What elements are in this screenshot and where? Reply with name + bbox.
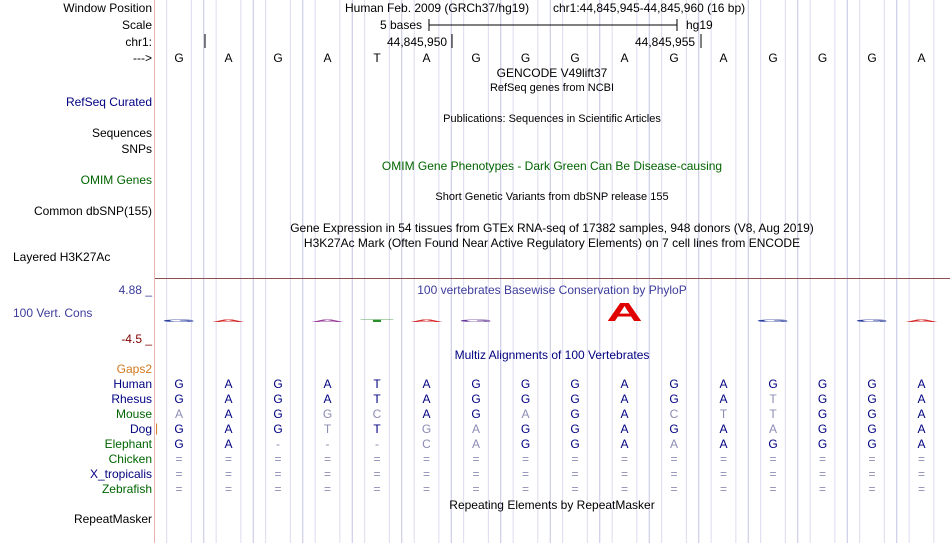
alignment-base: A	[719, 392, 728, 406]
alignment-base: G	[520, 437, 531, 451]
alignment-base: =	[175, 482, 183, 496]
assembly-name: Human Feb. 2009 (GRCh37/hg19)	[345, 1, 530, 15]
alignment-base: G	[570, 407, 580, 421]
alignment-base: G	[471, 377, 481, 391]
alignment-base: -	[276, 437, 280, 451]
alignment-base: G	[273, 422, 283, 436]
sequence-base: G	[817, 51, 828, 65]
alignment-base: G	[174, 377, 184, 391]
alignment-base: G	[421, 422, 432, 436]
alignment-base: A	[174, 407, 183, 421]
alignment-base: G	[273, 392, 283, 406]
alignment-base: G	[570, 422, 580, 436]
alignment-base: =	[868, 482, 876, 496]
phylop-glyph: A	[310, 319, 348, 324]
coordinate-44845950: 44,845,950	[387, 35, 448, 49]
phylop-glyph: A	[211, 319, 249, 324]
alignment-base: G	[273, 377, 283, 391]
alignment-base: -	[375, 437, 379, 451]
alignment-base: A	[471, 422, 480, 436]
alignment-base: C	[422, 437, 431, 451]
alignment-base: =	[175, 467, 183, 481]
alignment-base: =	[571, 467, 579, 481]
alignment-base: =	[917, 452, 925, 466]
alignment-base: A	[669, 437, 678, 451]
alignment-base: =	[373, 467, 381, 481]
alignment-base: =	[323, 467, 331, 481]
alignment-base: =	[620, 452, 628, 466]
alignment-base: T	[769, 392, 777, 406]
alignment-base: G	[817, 377, 828, 391]
alignment-base: G	[471, 392, 481, 406]
alignment-base: G	[817, 407, 828, 421]
phylop-track-title[interactable]: 100 vertebrates Basewise Conservation by PhyloP	[417, 283, 687, 297]
alignment-base: A	[323, 377, 332, 391]
alignment-base: G	[570, 392, 580, 406]
common-dbsnp-label[interactable]: Common dbSNP(155)	[33, 204, 152, 218]
alignment-base: A	[719, 377, 728, 391]
alignment-base: G	[768, 377, 778, 391]
alignment-base: G	[174, 422, 184, 436]
species-label-x-tropicalis[interactable]: X_tropicalis	[89, 467, 152, 481]
alignment-base: =	[670, 452, 678, 466]
alignment-base: G	[520, 422, 531, 436]
alignment-base: A	[521, 407, 530, 421]
alignment-base: G	[867, 407, 877, 421]
alignment-base: =	[868, 452, 876, 466]
gtex-track-title[interactable]: Gene Expression in 54 tissues from GTEx RNA-seq of 17382 samples, 948 donors (V8, Aug 2019)	[290, 221, 814, 235]
repeatmasker-track-title[interactable]: Repeating Elements by RepeatMasker	[449, 498, 655, 512]
sequence-base: G	[471, 51, 481, 65]
chromosome-label: chr1:	[125, 35, 152, 49]
label-column-divider	[154, 0, 155, 543]
alignment-base: G	[669, 392, 679, 406]
snps-label[interactable]: SNPs	[121, 142, 152, 156]
scale-bases-text: 5 bases	[380, 18, 423, 32]
alignment-base: G	[322, 407, 333, 421]
alignment-base: A	[917, 392, 926, 406]
sequence-base: A	[917, 51, 926, 65]
alignment-base: A	[620, 392, 629, 406]
strand-direction-label: --->	[133, 51, 152, 65]
alignment-base: A	[224, 437, 233, 451]
alignment-base: =	[422, 467, 430, 481]
alignment-base: =	[769, 482, 777, 496]
alignment-base: A	[768, 422, 777, 436]
sequence-base: A	[719, 51, 728, 65]
sequences-label[interactable]: Sequences	[91, 126, 152, 140]
sequence-base: G	[174, 51, 184, 65]
alignment-base: A	[224, 392, 233, 406]
alignment-base: A	[422, 392, 431, 406]
species-label-rhesus[interactable]: Rhesus	[111, 392, 152, 406]
sequence-base: A	[422, 51, 431, 65]
alignment-base: =	[521, 482, 529, 496]
species-label-dog[interactable]: Dog	[129, 422, 152, 436]
alignment-base: A	[917, 422, 926, 436]
species-label-human[interactable]: Human	[113, 377, 152, 391]
alignment-base: G	[867, 437, 877, 451]
alignment-base: G	[817, 437, 828, 451]
alignment-base: =	[422, 482, 430, 496]
species-label-zebrafish[interactable]: Zebrafish	[101, 482, 152, 496]
alignment-base: =	[472, 467, 480, 481]
alignment-base: =	[521, 467, 529, 481]
phylop-min-value: -4.5 _	[121, 332, 152, 346]
alignment-base: =	[917, 482, 925, 496]
alignment-base: G	[174, 437, 184, 451]
sequence-base: A	[620, 51, 629, 65]
phylop-max-value: 4.88 _	[118, 283, 152, 297]
sequence-base: G	[273, 51, 283, 65]
alignment-base: A	[917, 377, 926, 391]
alignment-base: =	[719, 467, 727, 481]
gencode-track-title[interactable]: GENCODE V49lift37	[496, 66, 608, 80]
alignment-base: A	[719, 422, 728, 436]
phylop-glyph: T	[360, 319, 399, 324]
alignment-base: A	[323, 392, 332, 406]
window-position-label: Window Position	[63, 1, 152, 15]
coordinate-ticks	[200, 33, 710, 49]
alignment-base: G	[867, 422, 877, 436]
alignment-base: =	[274, 482, 282, 496]
refseq-curated-label[interactable]: RefSeq Curated	[65, 95, 152, 109]
alignment-base: =	[868, 467, 876, 481]
alignment-base: =	[472, 452, 480, 466]
phylop-glyph: G	[459, 319, 494, 324]
alignment-base: =	[818, 482, 826, 496]
omim-genes-label[interactable]: OMIM Genes	[80, 173, 152, 187]
alignment-base: G	[867, 377, 877, 391]
repeatmasker-label[interactable]: RepeatMasker	[73, 512, 152, 526]
phylop-logo-plot	[0, 298, 950, 328]
alignment-base: =	[521, 452, 529, 466]
sequence-base: A	[323, 51, 332, 65]
phylop-glyph: G	[162, 319, 197, 324]
sequence-base: G	[570, 51, 580, 65]
species-label-elephant[interactable]: Elephant	[104, 437, 152, 451]
alignment-base: G	[520, 377, 531, 391]
alignment-base: A	[224, 407, 233, 421]
alignment-base: =	[571, 482, 579, 496]
phylop-glyph: A	[606, 298, 643, 327]
dog-insertion-marker: |	[155, 421, 159, 435]
alignment-base: A	[620, 407, 629, 421]
alignment-base: T	[373, 377, 381, 391]
alignment-base: =	[818, 467, 826, 481]
alignment-base: A	[422, 407, 431, 421]
alignment-base: =	[224, 482, 232, 496]
alignment-base: G	[867, 392, 877, 406]
layered-h3k27ac-label[interactable]: Layered H3K27Ac	[13, 250, 111, 264]
sequence-base: G	[867, 51, 877, 65]
alignment-base: =	[670, 467, 678, 481]
alignment-base: =	[323, 452, 331, 466]
alignment-base: =	[571, 452, 579, 466]
alignment-base: =	[422, 452, 430, 466]
alignment-base: G	[817, 422, 828, 436]
alignment-base: =	[620, 467, 628, 481]
alignment-base: =	[323, 482, 331, 496]
alignment-base: A	[620, 437, 629, 451]
sequence-base: G	[520, 51, 531, 65]
alignment-base: =	[818, 452, 826, 466]
species-label-mouse[interactable]: Mouse	[115, 407, 152, 421]
alignment-base: =	[769, 467, 777, 481]
alignment-base: =	[274, 467, 282, 481]
sequence-base: T	[373, 51, 381, 65]
window-position-value: chr1:44,845,945-44,845,960 (16 bp)	[553, 1, 746, 15]
alignment-base: G	[174, 392, 184, 406]
alignment-base: =	[224, 452, 232, 466]
alignment-base: C	[372, 407, 382, 421]
alignment-base: =	[917, 467, 925, 481]
refseq-track-subtitle: RefSeq genes from NCBI	[489, 82, 615, 94]
alignment-base: =	[719, 452, 727, 466]
alignment-base: A	[620, 422, 629, 436]
alignment-base: =	[373, 482, 381, 496]
alignment-base: =	[769, 452, 777, 466]
alignment-base: T	[769, 407, 777, 421]
alignment-base: =	[719, 482, 727, 496]
alignment-base: =	[620, 482, 628, 496]
scale-label: Scale	[121, 18, 152, 32]
alignment-base: G	[520, 392, 531, 406]
sequence-base: G	[669, 51, 679, 65]
alignment-base: A	[620, 377, 629, 391]
alignment-base: C	[669, 407, 679, 421]
coordinate-44845955: 44,845,955	[635, 35, 696, 49]
species-label-chicken[interactable]: Chicken	[108, 452, 152, 466]
gaps2-label[interactable]: Gaps2	[116, 362, 152, 376]
omim-track-title[interactable]: OMIM Gene Phenotypes - Dark Green Can Be Disease-causing	[381, 159, 723, 173]
phylop-glyph: G	[756, 319, 791, 324]
alignment-base: -	[325, 437, 330, 451]
multiz-track-title[interactable]: Multiz Alignments of 100 Vertebrates	[454, 348, 650, 362]
alignment-base: G	[669, 422, 679, 436]
alignment-base: A	[422, 377, 431, 391]
alignment-base: A	[917, 437, 926, 451]
phylop-glyph: A	[904, 319, 942, 324]
alignment-base: G	[817, 392, 828, 406]
h3k27ac-track-title[interactable]: H3K27Ac Mark (Often Found Near Active Regulatory Elements) on 7 cell lines from ENCODE	[303, 236, 801, 250]
alignment-base: =	[224, 467, 232, 481]
dbsnp-track-title[interactable]: Short Genetic Variants from dbSNP release 155	[435, 191, 669, 203]
publications-track-title[interactable]: Publications: Sequences in Scientific Articles	[443, 113, 661, 125]
phylop-track-label[interactable]: 100 Vert. Cons	[13, 306, 93, 320]
alignment-base: T	[719, 407, 728, 421]
alignment-base: T	[323, 422, 332, 436]
alignment-base: =	[274, 452, 282, 466]
alignment-base: G	[768, 437, 778, 451]
alignment-base: A	[719, 437, 728, 451]
alignment-base: G	[273, 407, 283, 421]
alignment-base: A	[471, 437, 480, 451]
sequence-base: G	[768, 51, 778, 65]
scale-db-label: hg19	[686, 18, 713, 32]
track-divider-line	[155, 278, 950, 279]
scale-bar	[426, 18, 682, 32]
alignment-base: =	[472, 482, 480, 496]
alignment-base: A	[224, 422, 233, 436]
phylop-glyph: A	[409, 319, 447, 324]
alignment-base: G	[669, 377, 679, 391]
alignment-base: =	[373, 452, 381, 466]
alignment-base: G	[570, 437, 580, 451]
alignment-base: A	[224, 377, 233, 391]
sequence-base: A	[224, 51, 233, 65]
alignment-base: =	[670, 482, 678, 496]
alignment-base: G	[570, 377, 580, 391]
alignment-base: T	[373, 422, 381, 436]
alignment-base: =	[175, 452, 183, 466]
alignment-base: G	[471, 407, 481, 421]
alignment-base: A	[917, 407, 926, 421]
alignment-base: T	[373, 392, 381, 406]
phylop-glyph: G	[855, 319, 890, 324]
